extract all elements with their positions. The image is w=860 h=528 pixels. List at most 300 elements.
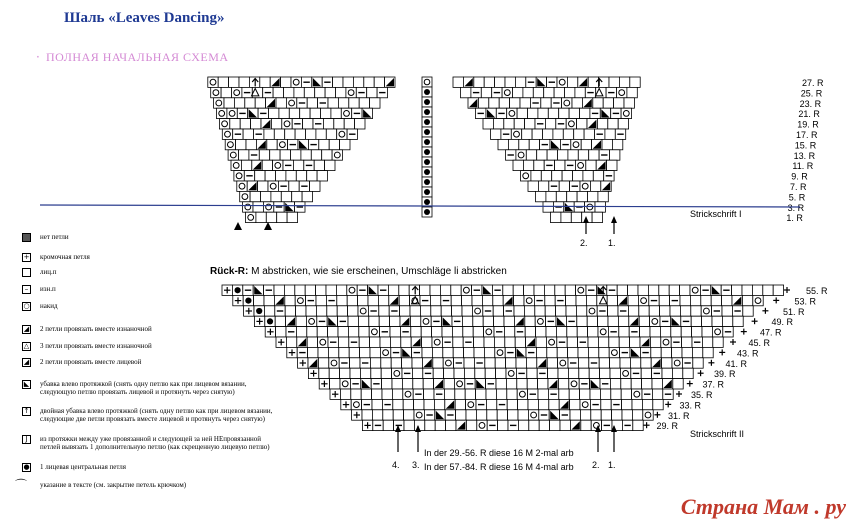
chart-cell [246,212,256,222]
chart-cell [541,171,551,181]
chart-cell [599,77,609,87]
chart-cell [302,191,312,201]
chart-cell [486,389,496,399]
chart-cell [627,87,637,97]
chart-cell [243,129,253,139]
row-label: 21. R [798,109,820,120]
yarn-over-icon: ○ [23,302,30,310]
chart-cell [307,327,317,337]
chart-cell [672,368,682,378]
chart-cell [466,410,476,420]
back-row-instruction [210,266,507,277]
center-stitch-column [422,77,432,217]
chart-cell [693,358,703,368]
chart-cell [525,316,535,326]
chart-cell [454,368,464,378]
chart-cell [241,160,251,170]
chart-cell [556,306,566,316]
chart1-row-labels [786,78,824,223]
chart-cell [672,347,682,357]
chart-cell [580,108,590,118]
double-decrease-icon: ↑ [23,407,30,415]
chart-cell [554,87,564,97]
chart-cell [692,347,702,357]
chart-cell [511,129,521,139]
chart-cell [259,150,269,160]
chart-cell [391,358,401,368]
chart-cell [328,98,338,108]
chart-cell [524,306,534,316]
chart-cell [240,119,250,129]
chart-cell [369,327,379,337]
chart-cell [528,181,538,191]
chart-cell [502,87,512,97]
make-one-icon: J [22,435,31,444]
chart-cell [568,150,578,160]
chart-cell [632,399,642,409]
chart-cell [652,379,662,389]
chart-cell [295,295,305,305]
chart-cell [432,327,442,337]
chart-cell [422,77,432,87]
center-stitch-icon [424,159,430,165]
row-label: 11. R [792,161,814,172]
watermark-brand: Страна Мам [680,494,810,519]
chart-cell [519,139,529,149]
chart-cell [580,399,590,409]
chart-cell [499,98,509,108]
chart-cell [534,160,544,170]
chart-cell [628,295,638,305]
chart-cell [239,150,249,160]
chart-cell [371,368,381,378]
legend-text: изн.п [40,285,56,293]
chart-cell [403,399,413,409]
chart-cell [608,316,618,326]
chart1-caption: Strickschrift I [690,209,742,219]
chart-cell [303,119,313,129]
chart-cell [722,306,732,316]
chart-cell [287,212,297,222]
chart-cell [285,129,295,139]
legend-text: накид [40,302,58,310]
chart-cell [545,295,555,305]
chart-cell [550,420,560,430]
chart-cell [513,160,523,170]
chart-cell [690,295,700,305]
chart-cell [318,347,328,357]
marker-label: 1. [608,460,616,470]
row-label: 7. R [790,182,807,192]
chart-cell [661,347,671,357]
chart-cell [578,347,588,357]
chart-cell [624,98,634,108]
chart-cell [562,98,572,108]
row-label: 31. R [668,410,690,421]
chart-cell [316,295,326,305]
chart-cell [441,306,451,316]
chart-cell [575,87,585,97]
chart-cell [598,337,608,347]
chart-cell [444,379,454,389]
chart-cell [608,119,618,129]
chart-cell [692,327,702,337]
chart-cell [322,150,332,160]
chart-cell [494,316,504,326]
chart-cell [536,347,546,357]
row-label: 49. R [771,317,794,328]
chart-cell [593,171,603,181]
chart-cell [601,410,611,420]
legend-text: 3 петли провязать вместе изнаночной [40,342,152,350]
chart-cell [555,160,565,170]
chart-cell [315,87,325,97]
chart-cell [234,171,244,181]
chart-cell [404,410,414,420]
page-subtitle: ПОЛНАЯ НАЧАЛЬНАЯ СХЕМА [46,50,229,64]
chart-cell [516,150,526,160]
chart-cell [231,160,241,170]
chart-cell [484,337,494,347]
chart-cell [508,410,518,420]
chart-cell [229,77,239,87]
baseline [40,205,800,207]
chart-cell [586,160,596,170]
chart-cell [661,337,671,347]
chart-cell [619,327,629,337]
chart-cell [527,379,537,389]
chart-cell [522,129,532,139]
chart-cell [517,108,527,118]
chart-cell [536,337,546,347]
chart-cell [329,139,339,149]
chart-cell [382,389,392,399]
chart-cell [630,358,640,368]
chart-cell [372,410,382,420]
ssk-icon: ◣ [23,380,30,388]
chart-cell [513,285,523,295]
chart-cell [681,327,691,337]
chart-cell [304,87,314,97]
chart-cell [609,337,619,347]
chart-cell [575,160,585,170]
chart-cell [680,295,690,305]
chart-cell [547,347,557,357]
chart-cell [452,327,462,337]
chart-cell [670,306,680,316]
chart-cell [452,306,462,316]
chart-cell [483,119,493,129]
chart-cell [639,306,649,316]
chart-cell [576,285,586,295]
chart-cell [461,285,471,295]
chart-cell [527,368,537,378]
chart-cell [743,306,753,316]
chart-cell [225,139,235,149]
center-stitch-icon [424,209,430,215]
chart-cell [243,202,253,212]
chart-cell [614,98,624,108]
chart-cell [543,202,553,212]
chart-cell [340,368,350,378]
chart-cell [574,129,584,139]
chart-cell [276,171,286,181]
chart-cell [518,410,528,420]
chart-cell [538,108,548,118]
chart-cell [529,139,539,149]
chart-cell [306,129,316,139]
chart-cell [662,358,672,368]
chart-cell [400,306,410,316]
chart-cell [570,410,580,420]
chart-cell [317,327,327,337]
row-label: 1. R [786,213,803,224]
chart-cell [442,327,452,337]
chart-cell [372,389,382,399]
marker-label: 4. [392,460,400,470]
chart-cell [638,285,648,295]
back-row-label: Rück-R: [210,266,249,277]
legend-text: 1 лицевая центральная петля [40,463,127,471]
row-label: 55. R [806,286,828,296]
watermark-suffix: . ру [809,494,846,519]
chart-cell [289,108,299,118]
repeat-arrow-icon [234,222,242,230]
chart-cell [360,368,370,378]
chart-cell [607,295,617,305]
chart-cell [285,295,295,305]
chart-cell [420,306,430,316]
chart-cell [610,150,620,160]
chart-cell [517,389,527,399]
chart-cell [430,295,440,305]
chart-cell [544,87,554,97]
chart-cell [296,306,306,316]
chart-cell [484,347,494,357]
chart-cell [539,420,549,430]
chart-cell [369,316,379,326]
chart-cell [514,295,524,305]
chart-cell [218,77,228,87]
chart-cell [702,327,712,337]
chart-cell [245,98,255,108]
chart-cell [319,139,329,149]
chart-cell [412,358,422,368]
chart-cell [334,119,344,129]
chart-cell [701,295,711,305]
chart-cell [556,327,566,337]
chart-cell [289,181,299,191]
chart-cell [493,119,503,129]
chart-cell [423,379,433,389]
chart-cell [552,171,562,181]
chart-cell [510,98,520,108]
chart-cell [421,327,431,337]
chart-cell [546,327,556,337]
row-label: 47. R [760,327,782,338]
edge-stitch-icon: + [23,253,30,261]
row-label: 25. R [800,88,823,99]
chart-cell [330,379,340,389]
chart-cell [430,285,440,295]
chart-cell [561,212,571,222]
chart-cell [498,420,508,430]
chart-cell [321,108,331,118]
k2tog-icon: ◢ [23,358,30,366]
chart-cell [359,327,369,337]
chart-cell [617,285,627,295]
chart-cell [381,358,391,368]
chart-cell [549,399,559,409]
chart-cell [443,347,453,357]
chart-cell [537,150,547,160]
chart-cell [589,150,599,160]
chart-cell [489,98,499,108]
legend-text: лиц.п [40,268,57,276]
chart-cell [472,295,482,305]
chart-cell [402,379,412,389]
chart-cell [246,139,256,149]
chart-cell [379,316,389,326]
chart-cell [353,77,363,87]
chart-cell [413,379,423,389]
row-label: 37. R [702,379,725,390]
chart-cell [580,181,590,191]
chart-cell [504,327,514,337]
chart-cell [325,87,335,97]
chart-cell [690,285,700,295]
row-label: 39. R [714,369,736,380]
chart-cell [431,306,441,316]
chart-cell [451,295,461,305]
chart-cell [329,368,339,378]
chart-cell [712,327,722,337]
chart-cell [367,87,377,97]
chart-cell [393,410,403,420]
chart-cell [390,327,400,337]
marker-arrow-icon [611,216,617,223]
legend-text: нет петли [40,233,69,241]
chart-cell [583,171,593,181]
row-label: 3. R [787,202,805,213]
chart-cell [524,285,534,295]
chart-cell [612,139,622,149]
center-stitch-icon [424,99,430,105]
chart-cell [475,368,485,378]
chart-cell [618,119,628,129]
chart-cell [631,379,641,389]
chart-cell [571,139,581,149]
repeat-arrow-icon [264,222,272,230]
chart-cell [424,399,434,409]
chart-cell [601,399,611,409]
chart-cell [381,368,391,378]
chart-cell [261,191,271,201]
chart-cell [680,285,690,295]
marker-label: 2. [592,460,600,470]
chart-cell [496,389,506,399]
chart-cell [628,306,638,316]
chart-cell [639,316,649,326]
chart-cell [260,77,270,87]
chart-cell [263,202,273,212]
chart-cell [214,98,224,108]
chart-cell [435,420,445,430]
chart-cell [659,295,669,305]
chart-cell [538,379,548,389]
chart1-left-grid [208,77,395,223]
chart-cell [528,399,538,409]
chart-cell [411,327,421,337]
chart-cell [463,327,473,337]
chart-cell [268,181,278,191]
chart-cell [648,285,658,295]
chart-cell [348,316,358,326]
chart-cell [567,327,577,337]
chart-cell [286,171,296,181]
chart-cell [600,389,610,399]
chart-cell [487,410,497,420]
chart-cell [610,379,620,389]
chart-cell [454,379,464,389]
chart-cell [632,410,642,420]
back-row-text: M abstricken, wie sie erscheinen, Umschläge li abstricken [248,266,507,277]
chart-cell [673,379,683,389]
chart-cell [234,98,244,108]
chart-cell [533,87,543,97]
chart-cell [296,316,306,326]
chart-cell [486,399,496,409]
chart-cell [544,285,554,295]
chart-cell [581,420,591,430]
chart-cell [370,347,380,357]
chart-cell [328,347,338,357]
chart-cell [541,98,551,108]
chart-cell [258,181,268,191]
chart-cell [553,129,563,139]
chart-cell [284,285,294,295]
chart-cell [515,77,525,87]
chart-cell [230,119,240,129]
chart-cell [558,379,568,389]
chart-cell [569,389,579,399]
chart-cell [361,389,371,399]
chart-cell [326,285,336,295]
chart-cell [464,368,474,378]
chart-cell [422,337,432,347]
chart-cell [305,285,315,295]
chart-cell [208,77,218,87]
chart-cell [621,389,631,399]
chart-cell [702,337,712,347]
chart-cell [274,129,284,139]
chart-cell [600,368,610,378]
chart-cell [337,129,347,139]
chart-cell [548,108,558,118]
chart-cell [567,77,577,87]
chart-cell [306,306,316,316]
chart-cell [577,316,587,326]
p2tog-icon: ◢ [23,325,30,333]
chart-cell [651,347,661,357]
chart-cell [466,399,476,409]
row-label: 19. R [797,119,819,130]
chart-cell [506,358,516,368]
chart-cell [273,87,283,97]
p3tog-icon: △ [23,342,30,350]
chart-cell [580,410,590,420]
chart-cell [622,410,632,420]
